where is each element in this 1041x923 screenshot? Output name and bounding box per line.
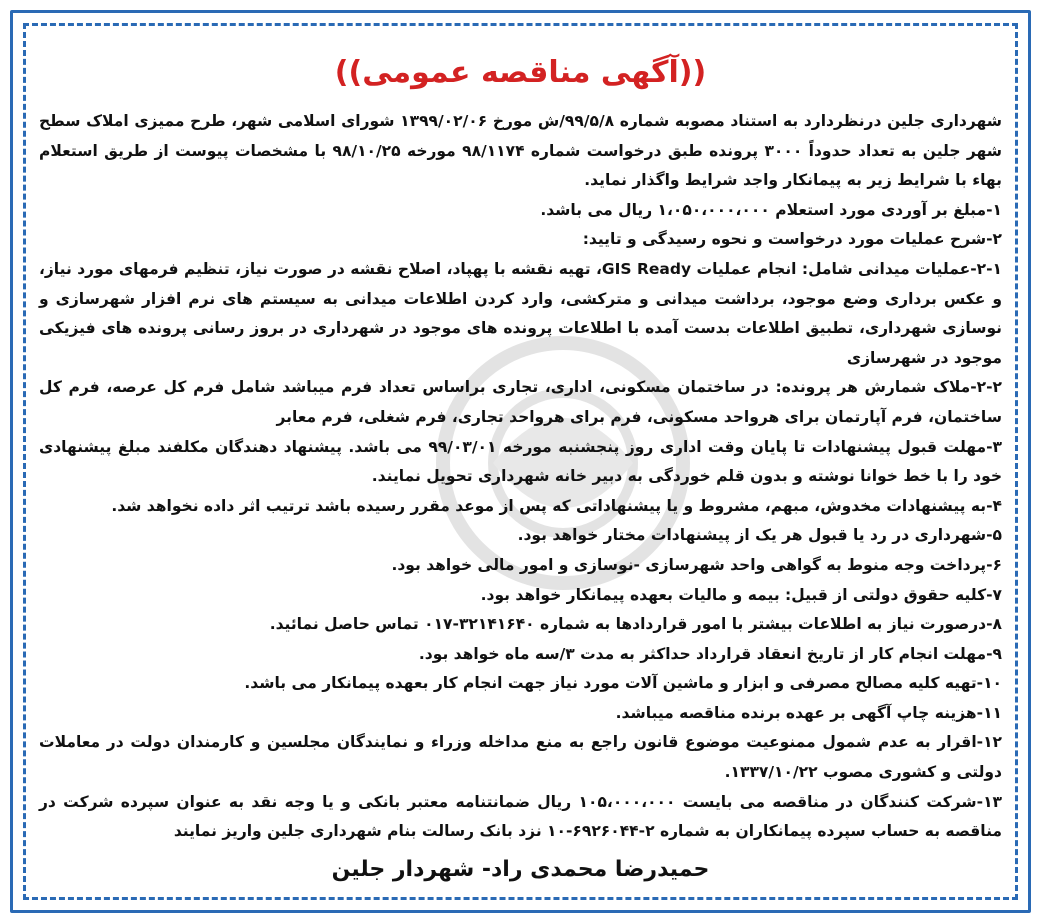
notice-title: ((آگهی مناقصه عمومی)) bbox=[334, 55, 707, 90]
item-2-2: ۲-۲-ملاک شمارش هر پرونده: در ساختمان مسکونی، اداری، تجاری براساس تعداد فرم میباشد شامل فرم کل عرصه، فرم کل ساختمان، فرم آپارتمان برای هرواحد مسکونی، فرم برای هرواحد تجاری، فرم شغلی، فرم معابر bbox=[39, 378, 1002, 426]
intro-paragraph: شهرداری جلین درنظردارد به استناد مصوبه شماره ۹۹/۵/۸/ش مورخ ۱۳۹۹/۰۲/۰۶ شورای اسلامی شهر، طرح ممیزی املاک سطح شهر جلین به تعداد حدوداً ۳۰۰۰ پرونده طبق درخواست شماره ۹۸/۱۱۷۴ مورخه ۹۸/۱۰/۲۵ با مشخصات پیوست از طریق استعلام بهاء با شرایط زیر به پیمانکار واجد شرایط واگذار نماید. bbox=[39, 112, 1002, 190]
item-3: ۳-مهلت قبول پیشنهادات تا پایان وقت اداری روز پنجشنبه مورخه ۹۹/۰۳/۰۱ می باشد. پیشنهاد دهندگان مکلفند مبلغ پیشنهادی خود را با خط خوانا نوشته و بدون قلم خوردگی به دبیر خانه شهرداری تحویل نمایند. bbox=[39, 437, 1003, 486]
notice-body bbox=[39, 107, 1002, 847]
item-10: ۱۰-تهیه کلیه مصالح مصرفی و ابزار و ماشین آلات مورد نیاز جهت انجام کار بعهده پیمانکار می باشد. bbox=[244, 674, 1002, 693]
item-11: ۱۱-هزینه چاپ آگهی بر عهده برنده مناقصه میباشد. bbox=[615, 703, 1002, 722]
item-8: ۸-درصورت نیاز به اطلاعات بیشتر با امور قراردادها به شماره ۳۲۱۴۱۶۴۰-۰۱۷ تماس حاصل نمائید. bbox=[269, 615, 1002, 634]
item-5: ۵-شهرداری در رد یا قبول هر یک از پیشنهادات مختار خواهد بود. bbox=[517, 526, 1002, 545]
item-12: ۱۲-اقرار به عدم شمول ممنوعیت موضوع قانون راجع به منع مداخله وزراء و نمایندگان مجلسین و کارمندان دولت در معاملات دولتی و کشوری مصوب ۱۳۳۷/۱۰/۲۲. bbox=[39, 733, 1002, 782]
notice-frame bbox=[10, 10, 1031, 913]
item-2: ۲-شرح عملیات مورد درخواست و نحوه رسیدگی و تایید: bbox=[582, 230, 1002, 249]
item-7: ۷-کلیه حقوق دولتی از قبیل: بیمه و مالیات بعهده پیمانکار خواهد بود. bbox=[480, 585, 1002, 604]
item-1: ۱-مبلغ بر آوردی مورد استعلام ۱،۰۵۰،۰۰۰،۰۰۰ ریال می باشد. bbox=[540, 200, 1002, 219]
item-2-1: ۲-۱-عملیات میدانی شامل: انجام عملیات GIS Ready، تهیه نقشه با پهپاد، اصلاح نقشه در صورت نیاز، تنظیم فرمهای مورد نیاز، و عکس برداری وضع موجود، برداشت میدانی و مترکشی، وارد کردن اطلاعات میدانی به سیستم های نرم افزار شهرسازی و نوسازی شهرداری، تطبیق اطلاعات بدست آمده با اطلاعات پرونده های موجود در شهرداری در بروز رسانی پرونده های فیزیکی موجود در شهرسازی bbox=[39, 259, 1002, 367]
item-9: ۹-مهلت انجام کار از تاریخ انعقاد قرارداد حداکثر به مدت ۳/سه ماه خواهد بود. bbox=[418, 644, 1002, 663]
item-13: ۱۳-شرکت کنندگان در مناقصه می بایست ۱۰۵،۰۰۰،۰۰۰ ریال ضمانتنامه معتبر بانکی و یا وجه نقد به عنوان سپرده شرکت در مناقصه به حساب سپرده پیمانکاران به شماره ۲-۶۹۲۶۰۴۴-۱۰ نزد بانک رسالت بنام شهرداری جلین واریز نمایند bbox=[39, 792, 1002, 841]
signature: حمیدرضا محمدی راد- شهردار جلین bbox=[331, 856, 710, 882]
notice-content bbox=[39, 53, 1002, 894]
item-6: ۶-پرداخت وجه منوط به گواهی واحد شهرسازی -نوسازی و امور مالی خواهد بود. bbox=[391, 555, 1002, 574]
item-4: ۴-به پیشنهادات مخدوش، مبهم، مشروط و یا پیشنهاداتی که پس از موعد مقرر رسیده باشد ترتیب اثر داده نخواهد شد. bbox=[111, 496, 1002, 515]
